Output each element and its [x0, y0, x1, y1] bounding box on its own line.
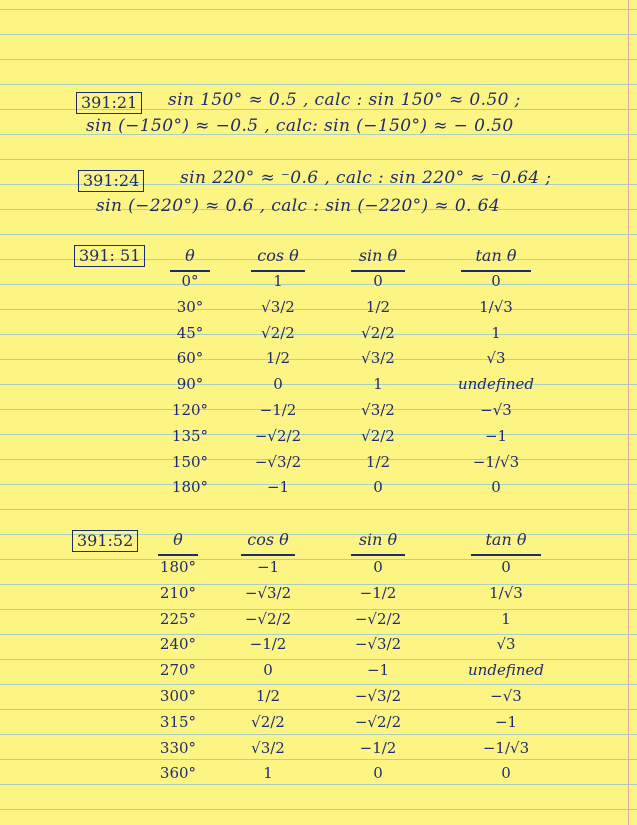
problem-391-21-line-2: sin (−150°) ≈ −0.5 , calc: sin (−150°) ≈ − 0.50 — [86, 116, 514, 136]
table-cell-theta: 90° — [176, 375, 204, 394]
table-cell-theta: 210° — [159, 583, 197, 602]
table-cell-tan: undefined — [458, 375, 534, 394]
table-header-theta: θ — [173, 530, 183, 549]
table-cell-sin: 0 — [373, 478, 383, 497]
table-cell-theta: 150° — [171, 452, 209, 471]
table-cell-cos: −√2/2 — [254, 426, 302, 445]
table-cell-tan: −1 — [494, 712, 518, 731]
header-underline — [158, 554, 198, 556]
table-cell-sin: √2/2 — [361, 323, 395, 342]
table-cell-cos: −1 — [266, 478, 290, 497]
table-cell-tan: 1/√3 — [479, 297, 513, 316]
table-cell-sin: −√2/2 — [354, 712, 402, 731]
table-cell-tan: 0 — [491, 272, 501, 290]
table-cell-tan: −√3 — [480, 401, 512, 419]
table-cell-cos: √2/2 — [251, 712, 285, 731]
table-cell-tan: −1/√3 — [472, 452, 520, 471]
table-cell-cos: 1 — [263, 764, 273, 783]
table-cell-sin: √2/2 — [361, 426, 395, 445]
header-underline — [241, 554, 295, 556]
table-cell-tan: −1 — [484, 426, 508, 445]
table-cell-cos: √3/2 — [261, 297, 295, 316]
table-cell-tan: −1/√3 — [482, 738, 530, 757]
table-cell-tan: undefined — [468, 661, 544, 680]
table-header-cos: cos θ — [257, 246, 299, 265]
table-cell-tan: √3 — [486, 349, 506, 368]
problem-391-21-line-1: sin 150° ≈ 0.5 , calc : sin 150° ≈ 0.50 ; — [168, 90, 521, 110]
table-cell-sin: 0 — [373, 558, 383, 576]
table-cell-theta: 315° — [159, 712, 197, 731]
table-cell-tan: 1 — [501, 609, 511, 628]
table-cell-theta: 0° — [181, 272, 199, 290]
table-cell-sin: −1/2 — [359, 583, 397, 602]
table-cell-tan: √3 — [496, 635, 516, 654]
table-cell-sin: 1 — [373, 375, 383, 394]
table-cell-sin: 1/2 — [365, 452, 391, 471]
table-cell-sin: −1 — [366, 661, 390, 680]
table-cell-tan: 0 — [491, 478, 501, 497]
table-cell-sin: √3/2 — [361, 401, 395, 419]
table-cell-sin: −√3/2 — [354, 687, 402, 705]
table-cell-cos: −1 — [256, 558, 280, 576]
table-label-391-51: 391: 51 — [74, 245, 145, 267]
problem-391-24-line-1: sin 220° ≈ ⁻0.6 , calc : sin 220° ≈ ⁻0.64 ; — [180, 168, 552, 188]
problem-391-24-line-2: sin (−220°) ≈ 0.6 , calc : sin (−220°) ≈ 0. 64 — [96, 196, 501, 216]
table-cell-theta: 135° — [171, 426, 209, 445]
problem-label-391-21: 391:21 — [76, 92, 142, 114]
problem-label-391-24: 391:24 — [78, 170, 144, 192]
table-cell-theta: 180° — [159, 558, 197, 576]
table-cell-cos: −1/2 — [259, 401, 297, 419]
table-cell-cos: 1 — [273, 272, 283, 290]
table-cell-sin: 1/2 — [365, 297, 391, 316]
table-cell-sin: −√2/2 — [354, 609, 402, 628]
table-cell-theta: 60° — [176, 349, 204, 368]
table-cell-tan: 0 — [501, 558, 511, 576]
table-header-tan: tan θ — [485, 530, 527, 549]
table-cell-theta: 120° — [171, 401, 209, 419]
table-label-391-52: 391:52 — [72, 530, 138, 552]
table-cell-sin: √3/2 — [361, 349, 395, 368]
table-cell-tan: 1 — [491, 323, 501, 342]
header-underline — [351, 554, 405, 556]
table-cell-cos: 0 — [273, 375, 283, 394]
table-cell-cos: √2/2 — [261, 323, 295, 342]
table-cell-theta: 330° — [159, 738, 197, 757]
table-cell-sin: 0 — [373, 272, 383, 290]
table-header-sin: sin θ — [358, 246, 398, 265]
table-cell-sin: 0 — [373, 764, 383, 783]
table-cell-cos: −√3/2 — [254, 452, 302, 471]
table-cell-theta: 30° — [176, 297, 204, 316]
table-cell-cos: 1/2 — [255, 687, 281, 705]
table-header-sin: sin θ — [358, 530, 398, 549]
table-cell-sin: −√3/2 — [354, 635, 402, 654]
table-header-theta: θ — [185, 246, 195, 265]
table-cell-theta: 225° — [159, 609, 197, 628]
table-cell-cos: −√2/2 — [244, 609, 292, 628]
table-cell-theta: 360° — [159, 764, 197, 783]
table-cell-tan: −√3 — [490, 687, 522, 705]
table-cell-tan: 0 — [501, 764, 511, 783]
table-header-tan: tan θ — [475, 246, 517, 265]
table-cell-cos: 1/2 — [265, 349, 291, 368]
table-cell-theta: 300° — [159, 687, 197, 705]
table-cell-tan: 1/√3 — [489, 583, 523, 602]
table-cell-theta: 240° — [159, 635, 197, 654]
margin-line — [628, 0, 629, 825]
table-cell-theta: 45° — [176, 323, 204, 342]
header-underline — [471, 554, 541, 556]
table-cell-cos: −√3/2 — [244, 583, 292, 602]
table-cell-theta: 270° — [159, 661, 197, 680]
table-cell-cos: √3/2 — [251, 738, 285, 757]
table-cell-theta: 180° — [171, 478, 209, 497]
table-cell-sin: −1/2 — [359, 738, 397, 757]
table-cell-cos: 0 — [263, 661, 273, 680]
table-header-cos: cos θ — [247, 530, 289, 549]
table-cell-cos: −1/2 — [249, 635, 287, 654]
